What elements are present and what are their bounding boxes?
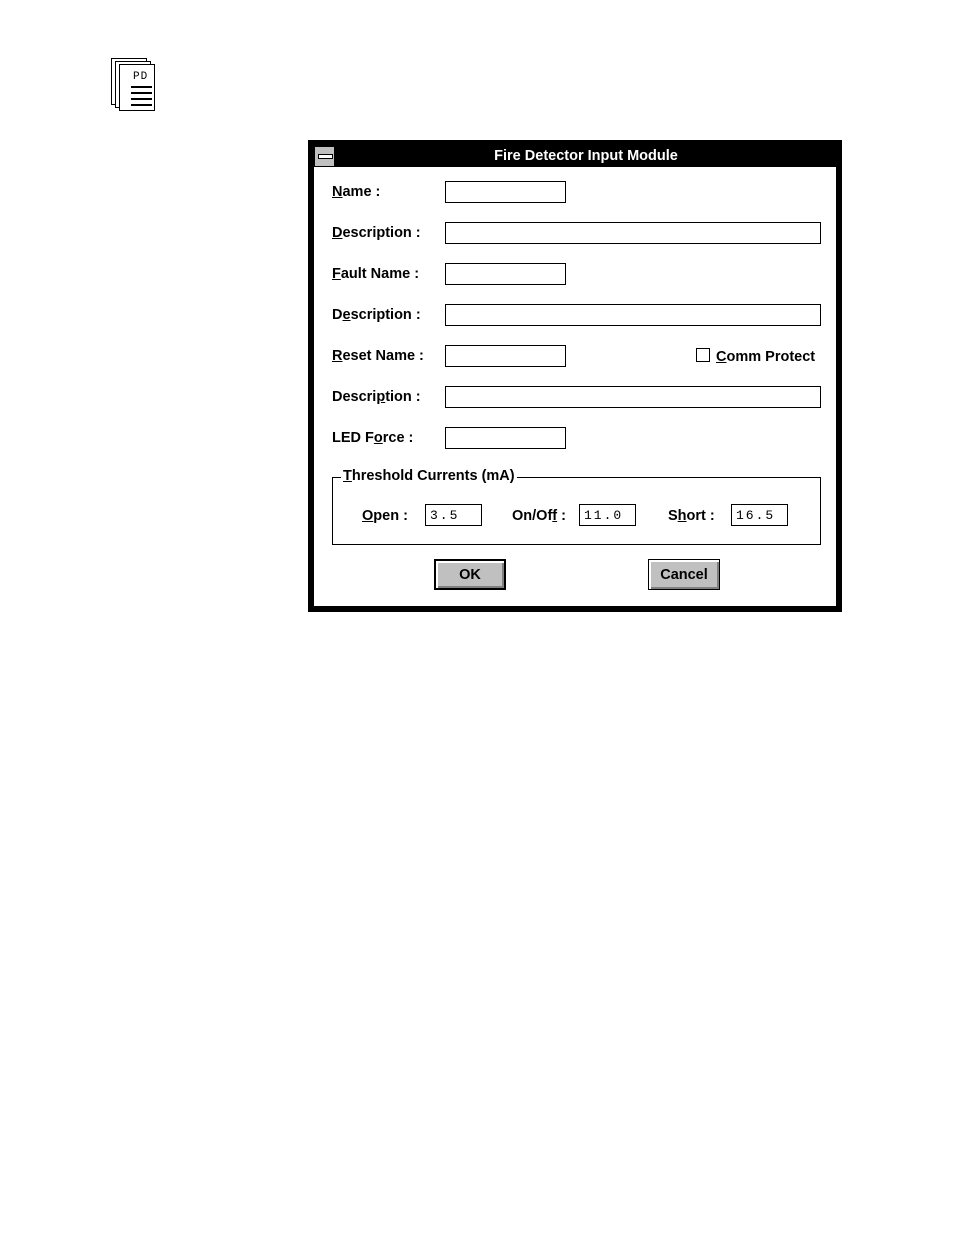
short-current-input[interactable] — [731, 504, 788, 526]
document-icon-line — [131, 86, 152, 88]
fault-description-label: Description : — [332, 307, 421, 323]
document-stack-icon — [111, 58, 157, 114]
reset-description-input[interactable] — [445, 386, 821, 408]
reset-name-input[interactable] — [445, 345, 566, 367]
onoff-label: On/Off : — [512, 508, 566, 524]
reset-name-label: Reset Name : — [332, 348, 424, 364]
threshold-currents-legend: Threshold Currents (mA) — [343, 468, 515, 484]
name-label: Name : — [332, 184, 381, 200]
short-label: Short : — [668, 508, 715, 524]
dialog-titlebar[interactable] — [314, 146, 836, 167]
cancel-button[interactable]: Cancel — [648, 559, 720, 590]
document-icon-line — [131, 98, 152, 100]
led-force-label: LED Force : — [332, 430, 414, 446]
reset-description-label: Description : — [332, 389, 421, 405]
document-icon-line — [131, 92, 152, 94]
fault-description-input[interactable] — [445, 304, 821, 326]
onoff-current-input[interactable] — [579, 504, 636, 526]
fire-detector-input-module-dialog — [308, 140, 842, 612]
threshold-currents-group — [332, 468, 821, 545]
fault-name-label: Fault Name : — [332, 266, 420, 282]
led-force-input[interactable] — [445, 427, 566, 449]
comm-protect-label[interactable]: Comm Protect — [716, 349, 816, 365]
open-label: Open : — [362, 508, 408, 524]
system-menu-icon[interactable] — [315, 147, 335, 166]
dialog-title: Fire Detector Input Module — [494, 148, 678, 164]
system-menu-bar — [318, 154, 333, 159]
open-current-input[interactable] — [425, 504, 482, 526]
document-icon-line — [131, 104, 152, 106]
document-icon-tag: PD — [133, 71, 149, 83]
ok-button[interactable]: OK — [434, 559, 506, 590]
comm-protect-checkbox[interactable] — [696, 348, 710, 362]
description-label: Description : — [332, 225, 421, 241]
fault-name-input[interactable] — [445, 263, 566, 285]
name-input[interactable] — [445, 181, 566, 203]
description-input[interactable] — [445, 222, 821, 244]
